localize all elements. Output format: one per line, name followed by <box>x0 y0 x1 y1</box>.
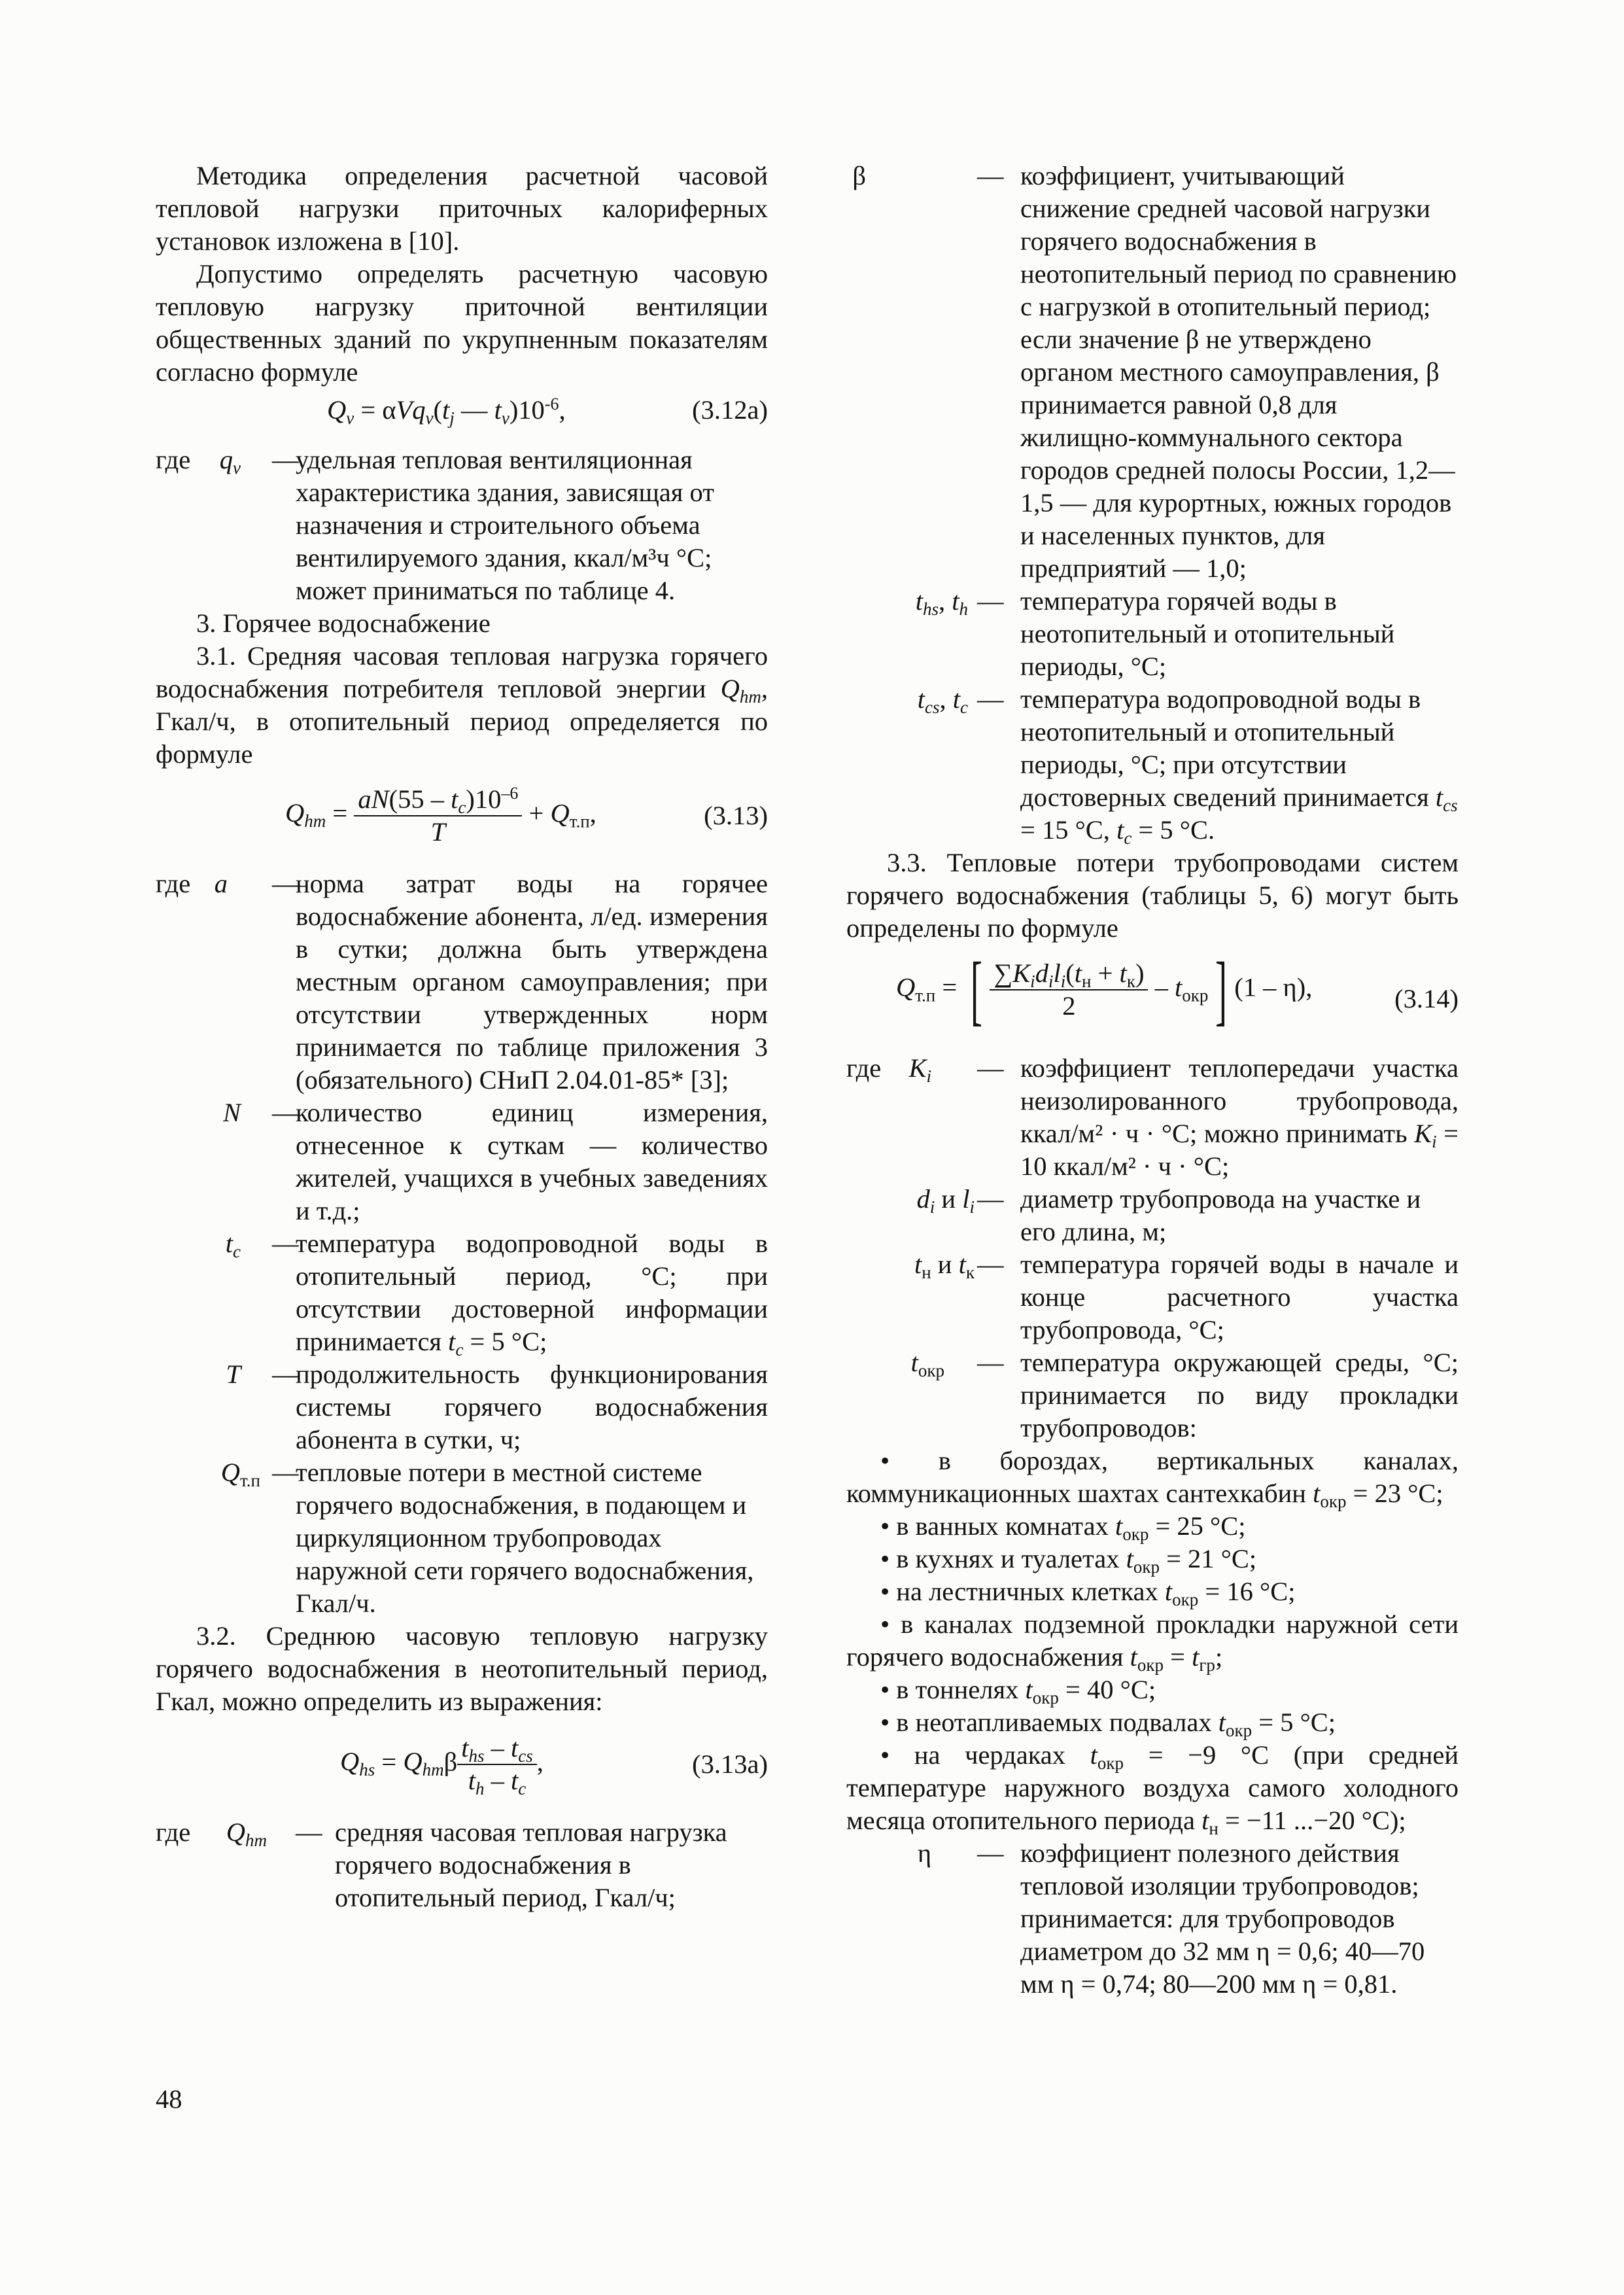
list-item: • в ванных комнатах $t_{окр} = 25$ °С; <box>880 1511 1246 1544</box>
definition-a <box>156 867 768 1096</box>
definition-dash: — <box>977 1053 1004 1083</box>
definition-dash: — <box>272 445 299 474</box>
symbol-tokr: $t_{окр}$ <box>910 1348 944 1380</box>
definition-tcs-text: температура водопроводной воды в неотопительный и отопительный периоды, °С; при отсутствии достоверных сведений принимается $t_{cs} = 15$ °С, $t_c = 5$ °С. <box>1020 684 1458 848</box>
definition-a-text: норма затрат воды на горячее водоснабжение абонента, л/ед. измерения в сутки; должна быть утверждена местным органом самоуправления; при отсутствии утвержденных норм принимается по таблице приложения 3 (обязательного) СНиП 2.04.01-85* [3]; <box>296 869 768 1095</box>
formula-3-12a <box>156 389 768 444</box>
paragraph-3-3: 3.3. Тепловые потери трубопроводами систем горячего водоснабжения (таблицы 5, 6) могут быть определены по формуле <box>846 848 1459 943</box>
symbol-tn-tk: $t_н$ и $t_к$ <box>914 1250 975 1282</box>
definition-N-text: количество единиц измерения, отнесенное к суткам — количество жителей, учащихся в учебных заведениях и т.д.; <box>296 1098 768 1225</box>
list-item: • в неотапливаемых подвалах $t_{окр} = 5$ °С; <box>880 1708 1336 1740</box>
formula-3-13a-number: (3.13а) <box>692 1749 768 1779</box>
symbol-tcs-tc: $t_{cs}$, $t_c$ <box>917 684 968 717</box>
definition-tn-tk-text: температура горячей воды в начале и конце расчетного участка трубопровода, °С; <box>1020 1250 1459 1344</box>
definition-dash: — <box>296 1817 322 1847</box>
symbol-qv: $q_v$ <box>219 445 241 478</box>
definition-dash: — <box>977 684 1004 714</box>
symbol-Qhm: $Q_{hm}$ <box>226 1817 267 1850</box>
right-column <box>846 160 1459 2001</box>
where-label: где <box>846 1053 882 1083</box>
definition-dash: — <box>272 1098 299 1127</box>
definition-dash: — <box>977 1348 1004 1377</box>
definition-th <box>846 585 1459 683</box>
definition-Qtp <box>156 1456 768 1620</box>
formula-3-14-expression: $Q_{т.п}$ = [ $\frac{\sum K_id_il_i(t_н + t_к)}{2}$ – $t_{окр}$] (1 – η), <box>896 946 1313 1033</box>
symbol-di-li: $d_i$ и $l_i$ <box>916 1184 975 1217</box>
definition-dash: — <box>977 1250 1004 1279</box>
symbol-Ki: $K_i$ <box>908 1053 931 1086</box>
definition-Qhm-text: средняя часовая тепловая нагрузка горячего водоснабжения в отопительный период, Гкал/ч; <box>335 1817 727 1912</box>
definition-qv-text: удельная тепловая вентиляционная характеристика здания, зависящая от назначения и строительного объема вентилируемого здания, ккал/м³ч °С; может приниматься по таблице 4. <box>296 445 714 605</box>
definition-dash: — <box>272 1458 299 1487</box>
where-label: где <box>156 869 191 898</box>
definition-tn-tk <box>846 1248 1459 1346</box>
definition-Ki <box>846 1052 1459 1183</box>
where-label: где <box>156 1817 191 1847</box>
paragraph-calorifer: Методика определения расчетной часовой тепловой нагрузки приточных калориферных установок изложена в [10]. <box>156 161 768 256</box>
formula-3-13a-expression: $Q_{hs} = Q_{hm}\beta$ $\frac{t_{hs} - t_{cs}}{t_h - t_c}$ , <box>340 1733 544 1798</box>
list-item: • в кухнях и туалетах $t_{окр} = 21$ °С; <box>880 1544 1257 1577</box>
definition-tcs <box>846 683 1459 847</box>
definition-tc <box>156 1227 768 1358</box>
formula-3-14-number: (3.14) <box>1394 984 1459 1013</box>
definition-dash: — <box>977 586 1004 616</box>
definition-beta-text: коэффициент, учитывающий снижение средней часовой нагрузки горячего водоснабжения в неотопительный период по сравнению с нагрузкой в отопительный период; если значение β не утверждено органом местного самоуправления, β принимается равной 0,8 для жилищно-коммунального сектора городов средней полосы России, 1,2—1,5 — для курортных, южных городов и населенных пунктов, для предприятий — 1,0; <box>1020 161 1457 583</box>
formula-3-12a-number: (3.12а) <box>692 395 768 425</box>
definition-beta <box>846 160 1459 585</box>
paragraph-ventilation: Допустимо определять расчетную часовую тепловую нагрузку приточной вентиляции общественных зданий по укрупненным показателям согласно формуле <box>156 259 768 387</box>
definition-Ki-text: коэффициент теплопередачи участка неизолированного трубопровода, ккал/м² · ч · °С; можно принимать $K_i = 10$ ккал/м² · ч · °С; <box>1020 1053 1459 1181</box>
paragraph-3-2: 3.2. Среднюю часовую тепловую нагрузку горячего водоснабжения в неотопительный период, Гкал, можно определить из выражения: <box>156 1621 768 1716</box>
definition-dash: — <box>977 1184 1004 1214</box>
left-column <box>156 160 768 1914</box>
list-item: • в каналах подземной прокладки наружной сети горячего водоснабжения $t_{окр} = t_{гр}$; <box>846 1609 1459 1675</box>
symbol-a: a <box>214 869 228 898</box>
symbol-Qtp: $Q_{т.п}$ <box>220 1458 260 1490</box>
definition-N <box>156 1096 768 1227</box>
definition-tokr <box>846 1346 1459 1445</box>
definition-Qtp-text: тепловые потери в местной системе горячего водоснабжения, в подающем и циркуляционном трубопроводах наружной сети горячего водоснабжения, Гкал/ч. <box>296 1458 754 1618</box>
definition-dash: — <box>272 869 299 898</box>
definition-dash: — <box>272 1229 299 1258</box>
list-item: • на чердаках $t_{окр} = -9$ °С (при средней температуре наружного воздуха самого холодного месяца отопительного периода $t_н = -11$ ...−20 °С); <box>846 1740 1459 1838</box>
symbol-N: N <box>222 1098 241 1127</box>
definition-dash: — <box>272 1359 299 1389</box>
definition-eta <box>846 1837 1459 2001</box>
definition-tokr-text: температура окружающей среды, °С; принимается по виду прокладки трубопроводов: <box>1020 1348 1459 1443</box>
definition-T <box>156 1358 768 1456</box>
symbol-eta: η <box>917 1838 931 1868</box>
list-item: • в тоннелях $t_{окр} = 40$ °С; <box>880 1675 1156 1708</box>
list-item: • в бороздах, вертикальных каналах, коммуникационных шахтах сантехкабин $t_{окр} = 23$ °С; <box>846 1446 1459 1511</box>
paragraph-3-1: 3.1. Средняя часовая тепловая нагрузка горячего водоснабжения потребителя тепловой энергии $Q_{hm}$, Гкал/ч, в отопительный период определяется по формуле <box>156 641 769 769</box>
section-heading-hot-water: 3. Горячее водоснабжение <box>196 608 491 638</box>
formula-3-13-expression: $Q_{hm}$ = $\frac{aN(55 - t_c)10^{-6}}{T}$ + $Q_{т.п}$, <box>285 784 596 847</box>
formula-3-13a <box>156 1718 768 1816</box>
definition-di-li <box>846 1183 1459 1248</box>
page-number: 48 <box>156 2084 182 2114</box>
symbol-ths-th: $t_{hs}$, $t_h$ <box>915 586 968 619</box>
definition-dash: — <box>977 161 1004 190</box>
formula-3-12a-expression: $Q_v = \alpha Vq_v(t_j$ — $t_v)10^{-6}$, <box>327 394 566 428</box>
definition-qv <box>156 444 768 607</box>
definition-dash: — <box>977 1838 1004 1868</box>
definition-tc-text: температура водопроводной воды в отопительный период, °С; при отсутствии достоверной информации принимается $t_c = 5$ °С; <box>296 1229 768 1359</box>
where-label: где <box>156 445 191 474</box>
formula-3-13-number: (3.13) <box>704 801 768 830</box>
symbol-beta: β <box>852 161 866 190</box>
definition-di-li-text: диаметр трубопровода на участке и его длина, м; <box>1020 1184 1421 1246</box>
list-item: • на лестничных клетках $t_{окр} = 16$ °С; <box>880 1577 1296 1609</box>
definition-th-text: температура горячей воды в неотопительный и отопительный периоды, °С; <box>1020 586 1395 681</box>
definition-eta-text: коэффициент полезного действия тепловой изоляции трубопроводов; принимается: для трубопроводов диаметром до 32 мм η = 0,6; 40—70 мм η = 0,74; 80—200 мм η = 0,81. <box>1020 1838 1425 1999</box>
formula-3-14 <box>846 945 1459 1052</box>
symbol-T: T <box>226 1359 241 1389</box>
definition-Qhm <box>156 1816 768 1914</box>
symbol-tc: $t_c$ <box>225 1229 241 1261</box>
definition-T-text: продолжительность функционирования системы горячего водоснабжения абонента в сутки, ч; <box>296 1359 768 1454</box>
formula-3-13 <box>156 771 768 867</box>
